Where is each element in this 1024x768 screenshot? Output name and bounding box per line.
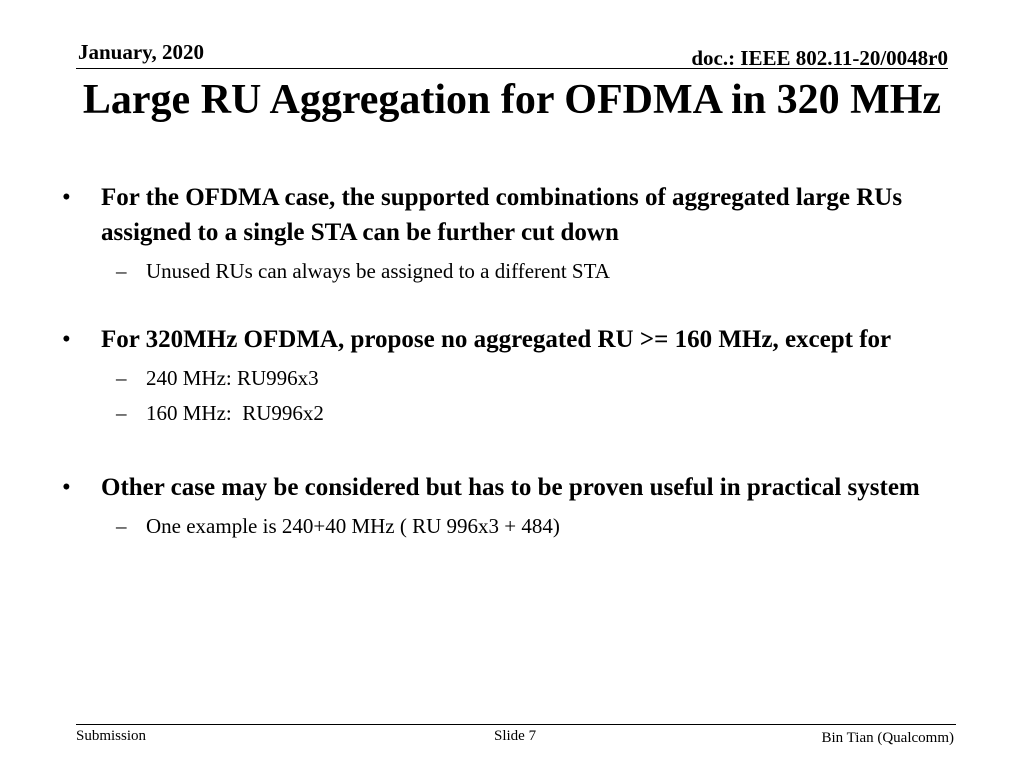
- footer-author: Bin Tian (Qualcomm): [821, 730, 954, 746]
- sub-bullet-text: Unused RUs can always be assigned to a different STA: [146, 259, 610, 283]
- bullet-marker: •: [62, 184, 71, 211]
- bullet-item: [0, 180, 961, 250]
- sub-list: [0, 250, 1024, 289]
- sub-list: [0, 505, 1024, 544]
- slide-title: Large RU Aggregation for OFDMA in 320 MHz: [82, 77, 942, 123]
- sub-bullet-text: 160 MHz: RU996x2: [146, 401, 324, 425]
- bullet-item: [0, 322, 961, 357]
- sub-list: [0, 357, 1024, 431]
- bullet-text: Other case may be considered but has to be proven useful in practical system: [101, 474, 920, 501]
- bullet-marker: •: [62, 474, 71, 501]
- spacer: [0, 289, 1024, 322]
- bullet-item: [0, 470, 961, 505]
- header-divider: [76, 68, 948, 69]
- bullet-marker: •: [62, 326, 71, 353]
- sub-bullet-marker: –: [116, 514, 127, 538]
- spacer: [0, 431, 1024, 470]
- footer-slide-number: Slide 7: [494, 728, 537, 744]
- sub-bullet-text: One example is 240+40 MHz ( RU 996x3 + 484): [146, 514, 560, 538]
- header-date: January, 2020: [78, 40, 205, 64]
- footer-submission: Submission: [76, 728, 147, 744]
- sub-bullet-text: 240 MHz: RU996x3: [146, 366, 319, 390]
- sub-bullet-marker: –: [116, 366, 127, 390]
- sub-bullet-marker: –: [116, 259, 127, 283]
- sub-bullet-item: [0, 361, 946, 396]
- sub-bullet-item: [0, 396, 946, 431]
- header-doc-id: doc.: IEEE 802.11-20/0048r0: [691, 46, 948, 70]
- footer-divider: [76, 724, 956, 725]
- sub-bullet-item: [0, 254, 946, 289]
- bullet-text: For 320MHz OFDMA, propose no aggregated RU >= 160 MHz, except for: [101, 326, 892, 353]
- sub-bullet-item: [0, 509, 946, 544]
- bullet-text: For the OFDMA case, the supported combinations of aggregated large RUs assigned to a single STA can be further cut down: [101, 184, 903, 246]
- sub-bullet-marker: –: [116, 401, 127, 425]
- slide-content: [0, 180, 1024, 544]
